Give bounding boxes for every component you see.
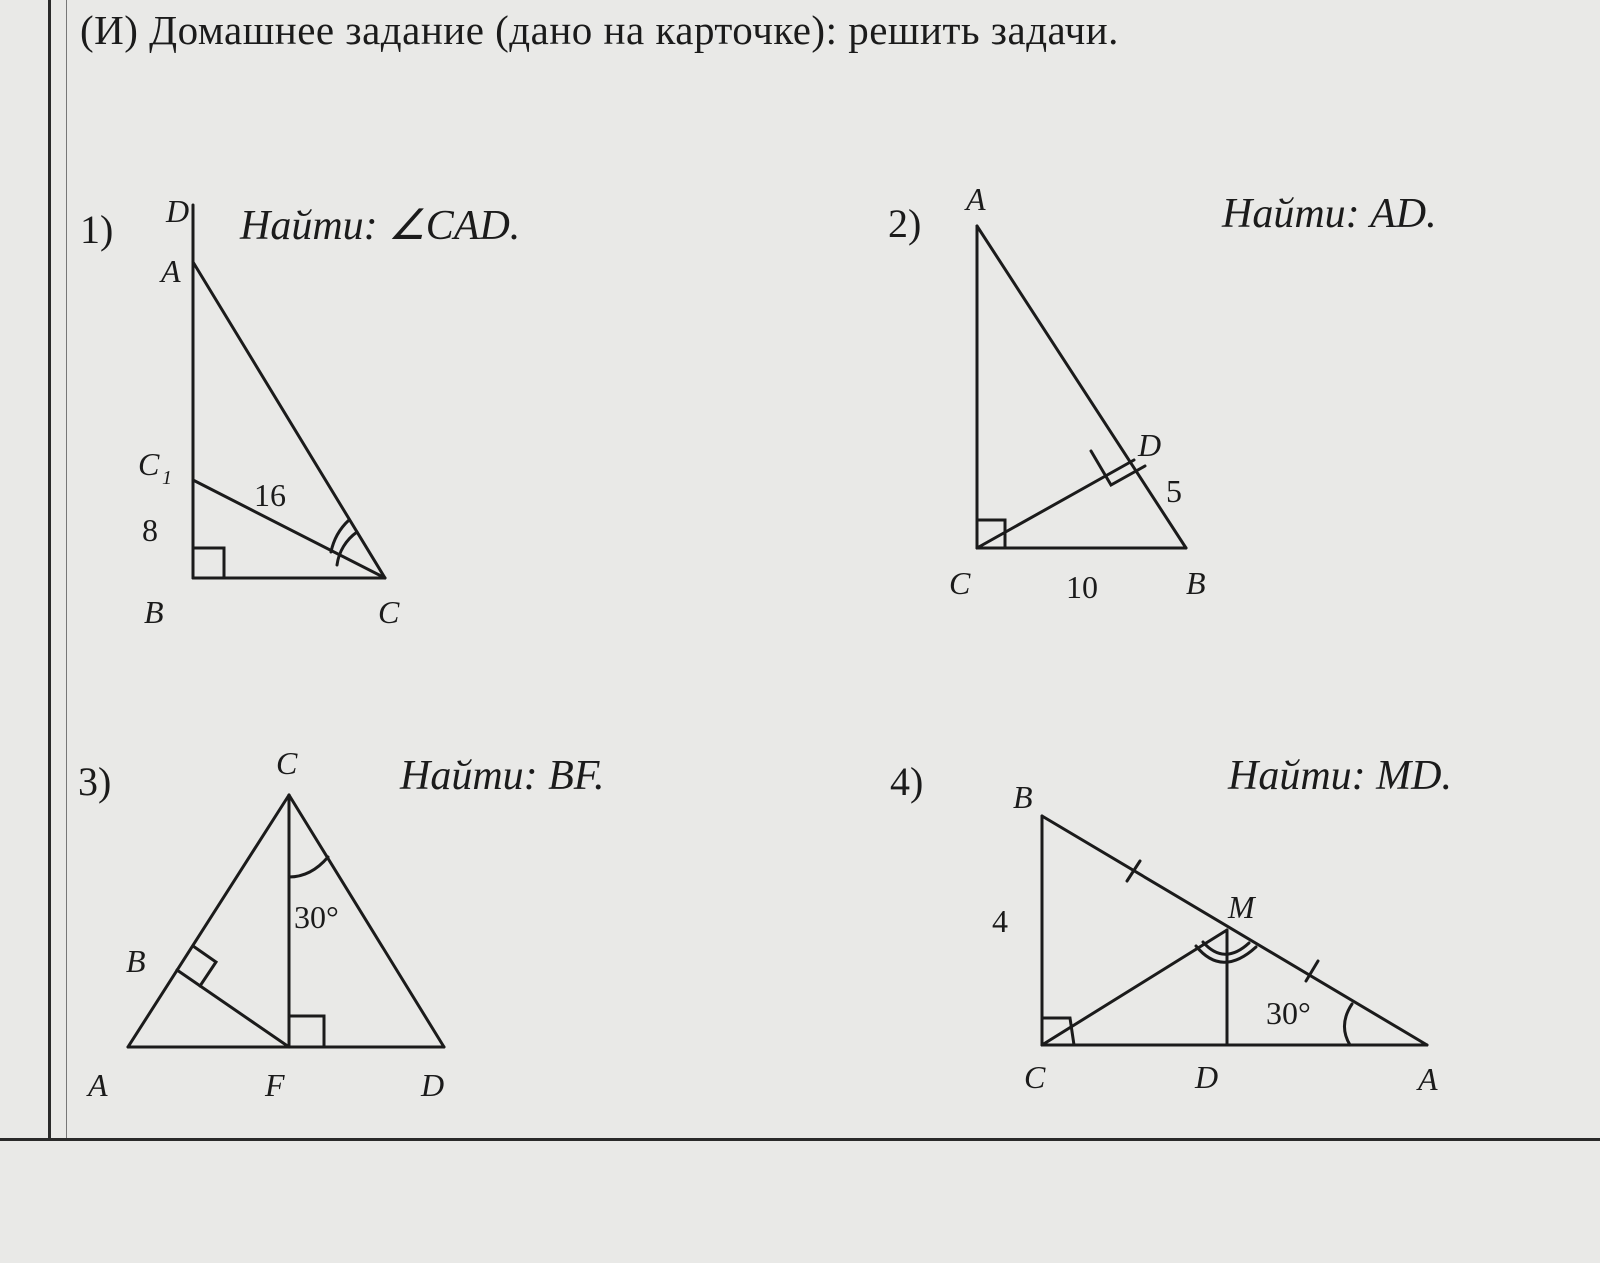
line-cd bbox=[977, 460, 1134, 548]
line-bf bbox=[177, 970, 289, 1047]
fig1-value-16: 16 bbox=[254, 477, 286, 513]
fig4-label-c: C bbox=[1024, 1059, 1046, 1095]
fig4-value-4: 4 bbox=[992, 903, 1008, 939]
fig1-value-8: 8 bbox=[142, 512, 158, 548]
fig3-label-d: D bbox=[421, 1067, 445, 1103]
fig4-label-d: D bbox=[1195, 1059, 1219, 1095]
right-angle-b bbox=[193, 548, 224, 578]
fig1-label-b: B bbox=[144, 594, 164, 630]
fig3-label-c: C bbox=[276, 745, 298, 781]
figure-1 bbox=[193, 205, 385, 578]
angle-arc-a bbox=[1344, 1004, 1352, 1045]
fig4-value-30: 30° bbox=[1266, 995, 1311, 1031]
figure-4 bbox=[1042, 816, 1427, 1045]
fig4-label-b: B bbox=[1013, 779, 1033, 815]
fig3-label-f: F bbox=[265, 1067, 285, 1103]
fig4-label-a: A bbox=[1418, 1061, 1438, 1097]
figure-2 bbox=[977, 226, 1186, 548]
fig2-label-c: C bbox=[949, 565, 971, 601]
fig4-label-m: M bbox=[1228, 889, 1255, 925]
problem-4-number: 4) bbox=[890, 759, 924, 804]
tick-bm bbox=[1127, 861, 1140, 881]
page-title: (И) Домашнее задание (дано на карточке): решить задачи. bbox=[80, 7, 1119, 53]
problem-3-task: Найти: BF. bbox=[400, 753, 605, 799]
fig2-label-b: B bbox=[1186, 565, 1206, 601]
fig1-label-c1-subscript: 1 bbox=[162, 467, 172, 489]
fig1-label-d: D bbox=[166, 193, 190, 229]
problem-1-task: Найти: ∠CAD. bbox=[240, 203, 521, 249]
fig3-label-b: B bbox=[126, 943, 146, 979]
angle-arc-c-outer bbox=[331, 520, 349, 552]
line-ab bbox=[977, 226, 1186, 548]
fig1-label-c: C bbox=[378, 594, 400, 630]
fig2-label-a: A bbox=[966, 181, 986, 217]
fig2-value-5: 5 bbox=[1166, 473, 1182, 509]
right-angle-f bbox=[289, 1016, 324, 1047]
problem-1-number: 1) bbox=[80, 207, 114, 252]
problem-4-task: Найти: MD. bbox=[1228, 753, 1452, 799]
fig3-label-a: A bbox=[88, 1067, 108, 1103]
right-angle-b bbox=[193, 946, 216, 986]
problem-3-number: 3) bbox=[78, 759, 112, 804]
fig1-label-c1: C bbox=[138, 446, 160, 482]
fig3-value-30: 30° bbox=[294, 899, 339, 935]
fig2-value-10: 10 bbox=[1066, 569, 1098, 605]
angle-arc-c bbox=[289, 857, 328, 877]
problem-2-task: Найти: AD. bbox=[1222, 191, 1437, 237]
fig1-label-a: A bbox=[161, 253, 181, 289]
problem-2-number: 2) bbox=[888, 201, 922, 246]
fig2-label-d: D bbox=[1138, 427, 1162, 463]
line-ac bbox=[128, 795, 289, 1047]
figure-3 bbox=[128, 795, 444, 1047]
line-cm bbox=[1042, 930, 1227, 1045]
